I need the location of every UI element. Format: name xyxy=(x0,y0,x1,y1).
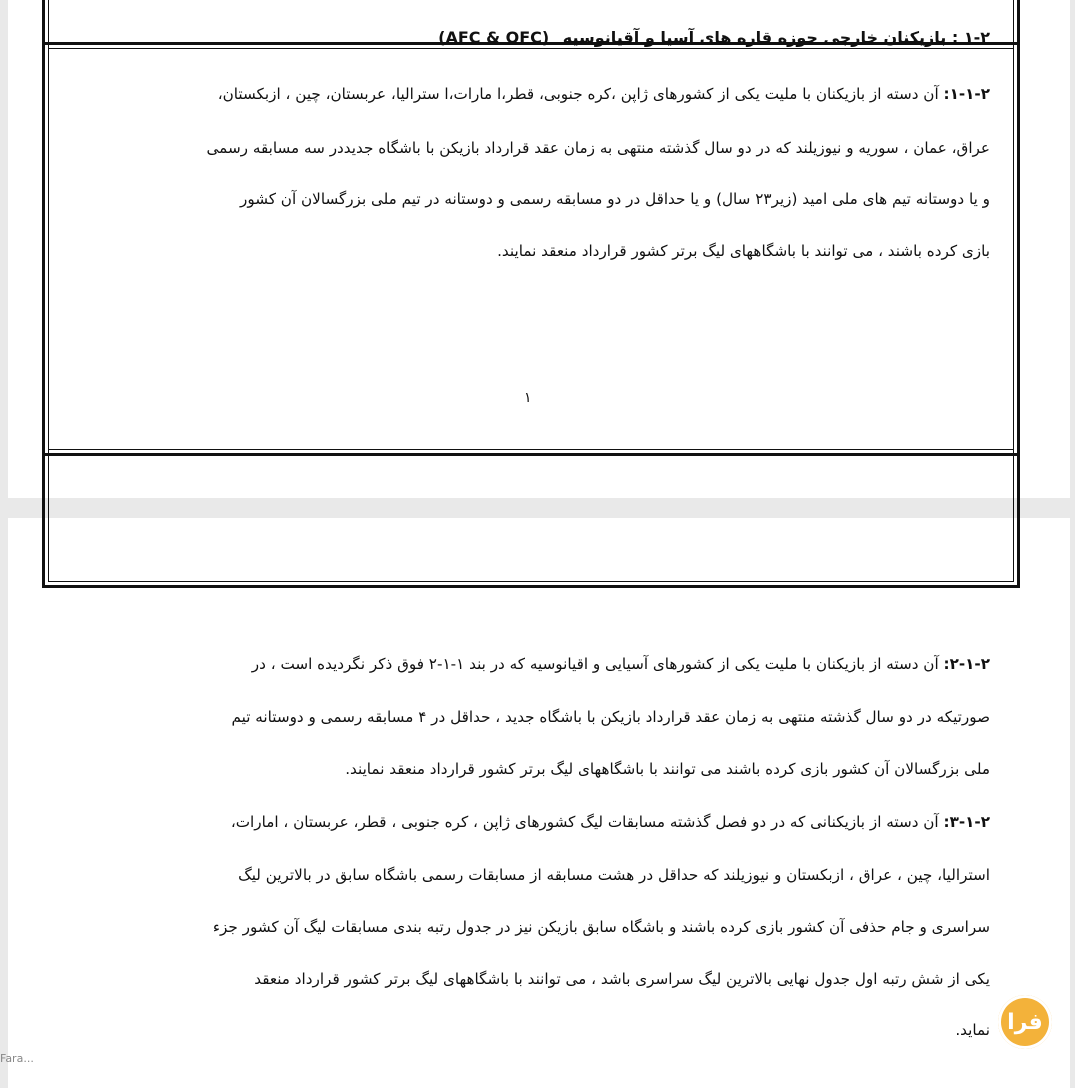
clause-number: ۲-۱-۲: xyxy=(943,655,990,673)
page-2-border xyxy=(42,42,1020,588)
paragraph-2-line-1: ۲-۱-۲: آن دسته از بازیکنان با ملیت یکی از کشورهای آسیایی و اقیانوسیه که در بند ۱-۱-۲ فوق ذکر نگردیده است ، در xyxy=(251,655,990,673)
paragraph-1-line-4: بازی کرده باشند ، می توانند با باشگاههای لیگ برتر کشور قرارداد منعقد نمایند. xyxy=(497,242,990,260)
paragraph-3-line-4: یکی از شش رتبه اول جدول نهایی بالاترین لیگ سراسری باشد ، می توانند با باشگاههای لیگ برتر کشور قرارداد منعقد xyxy=(254,970,990,988)
brand-logo xyxy=(998,995,1052,1049)
logo-text: فرا xyxy=(1007,1009,1043,1035)
paragraph-2-line-3: ملی بزرگسالان آن کشور بازی کرده باشند می توانند با باشگاههای لیگ برتر کشور قرارداد منعقد نمایند. xyxy=(345,760,990,778)
clause-number: ۱-۱-۲: xyxy=(943,85,990,103)
paragraph-3-line-2: استرالیا، چین ، عراق ، ازبکستان و نیوزیلند که حداقل در هشت مسابقه از مسابقات رسمی باشگاه سابق در بالاترین لیگ xyxy=(238,866,990,884)
paragraph-3-line-5: نماید. xyxy=(955,1021,990,1039)
paragraph-1-line-1: ۱-۱-۲: آن دسته از بازیکنان با ملیت یکی از کشورهای ژاپن ،کره جنوبی، قطر،ا مارات،ا سترالیا، عربستان، چین ، ازبکستان، xyxy=(217,85,990,103)
paragraph-2-line-2: صورتیکه در دو سال گذشته منتهی به زمان عقد قرارداد بازیکن با باشگاه جدید ، حداقل در ۴ مسابقه رسمی و دوستانه تیم xyxy=(231,708,990,726)
paragraph-3-line-1: ۳-۱-۲: آن دسته از بازیکنانی که در دو فصل گذشته مسابقات لیگ کشورهای ژاپن ، کره جنوبی ، قطر، عربستان ، امارات، xyxy=(230,813,990,831)
paragraph-1-line-2: عراق، عمان ، سوریه و نیوزیلند که در دو سال گذشته منتهی به زمان عقد قرارداد بازیکن با باشگاه جدیددر سه مسابقه رسمی xyxy=(206,139,990,157)
document-page-2 xyxy=(8,518,1070,1088)
paragraph-3-line-3: سراسری و جام حذفی آن کشور بازی کرده باشند و باشگاه سابق بازیکن نیز در جدول رتبه بندی مسابقات لیگ آن کشور جزء xyxy=(212,918,990,936)
section-heading xyxy=(438,28,990,47)
clause-number: ۳-۱-۲: xyxy=(943,813,990,831)
page-number: ۱ xyxy=(524,390,532,406)
paragraph-1-line-3: و یا دوستانه تیم های ملی امید (زیر۲۳ سال) و یا حداقل در دو مسابقه رسمی و دوستانه در تیم ملی بزرگسالان آن کشور xyxy=(240,190,990,208)
heading-abbreviation: (AFC & OFC) xyxy=(438,28,550,47)
watermark: Fara... xyxy=(0,1052,34,1065)
heading-text: ۱-۲ : بازیکنان خارجی حوزه قاره های آسیا و آقیانوسیه xyxy=(562,28,990,47)
